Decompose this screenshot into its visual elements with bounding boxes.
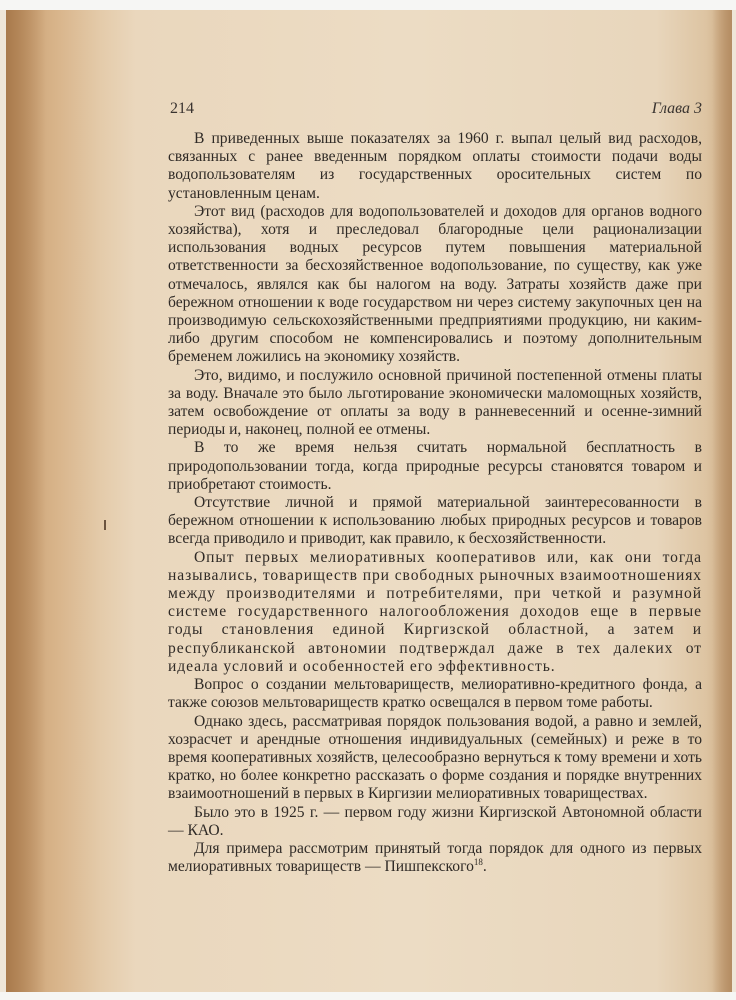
page-edge-shadow bbox=[712, 10, 732, 992]
paragraph: Это, видимо, и послужило основной причиной постепенной отмены платы за воду. Вначале это было льготирование экономически маломощных хозяйств, затем освобождение от оплаты за воду в ранневесенний и осенне-зимний периоды и, наконец, полной ее отмены. bbox=[168, 366, 702, 439]
scan-border-top bbox=[0, 0, 736, 10]
paragraph: Этот вид (расходов для водопользователей и доходов для органов водного хозяйства), хотя и преследовал благородные цели рационализации использования водных ресурсов путем повышения материальной ответственности за бесхозяйственное водопользование, по существу, как уже отмечалось, являлся как бы налогом на воду. Затраты хозяйств даже при бережном отношении к воде государством ни через систему закупочных цен на производимую сельскохозяйственными предприятиями продукцию, ни каким-либо другим способом не компенсировались и поэтому дополнительным бременем ложились на экономику хозяйств. bbox=[168, 202, 702, 366]
paragraph-last bbox=[168, 840, 702, 876]
chapter-title: Глава 3 bbox=[651, 100, 702, 117]
paragraph: Было это в 1925 г. — первом году жизни Киргизской Автономной области — КАО. bbox=[168, 803, 702, 839]
footnote-reference[interactable]: 18 bbox=[473, 856, 483, 867]
paragraph-text: Для примера рассмотрим принятый тогда порядок для одного из первых мелиоративных товариществ — Пишпекского bbox=[168, 839, 702, 876]
scan-border-bottom bbox=[0, 992, 736, 1000]
paragraph: Опыт первых мелиоративных кооперативов или, как они тогда назывались, товариществ при свободных рыночных взаимоотношениях между производителями и потребителями, при четкой и разумной системе государственного налогообложения доходов еще в первые годы становления единой Киргизской областной, а затем и республиканской автономии подтверждал даже в тех далеких от идеала условий и особенностей его эффективность. bbox=[168, 548, 702, 675]
body-text bbox=[168, 130, 702, 876]
paragraph: В то же время нельзя считать нормальной бесплатность в природопользовании тогда, когда природные ресурсы становятся товаром и приобретают стоимость. bbox=[168, 439, 702, 493]
page-gutter-shadow bbox=[6, 10, 46, 992]
paragraph: Отсутствие личной и прямой материальной заинтересованности в бережном отношении к использованию любых природных ресурсов и товаров всегда приводило и приводит, как правило, к бесхозяйственности. bbox=[168, 494, 702, 548]
paragraph: Однако здесь, рассматривая порядок пользования водой, а равно и землей, хозрасчет и арендные отношения индивидуальных (семейных) и реже в то время кооперативных хозяйств, целесообразно вернуться к тому времени и хоть кратко, но более конкретно рассказать о форме создания и порядке внутренних взаимоотношений в первых в Киргизии мелиоративных товариществах. bbox=[168, 712, 702, 803]
paragraph: Вопрос о создании мельтовариществ, мелиоративно-кредитного фонда, а также союзов мельтовариществ кратко освещался в первом томе работы. bbox=[168, 676, 702, 712]
paragraph-end-punct: . bbox=[482, 858, 487, 876]
page-number: 214 bbox=[170, 100, 194, 117]
paragraph: В приведенных выше показателях за 1960 г. выпал целый вид расходов, связанных с ранее введенным порядком оплаты стоимости подачи воды водопользователям из государственных оросительных систем по установленным ценам. bbox=[168, 130, 702, 202]
margin-mark bbox=[104, 520, 106, 530]
running-head bbox=[170, 100, 702, 122]
